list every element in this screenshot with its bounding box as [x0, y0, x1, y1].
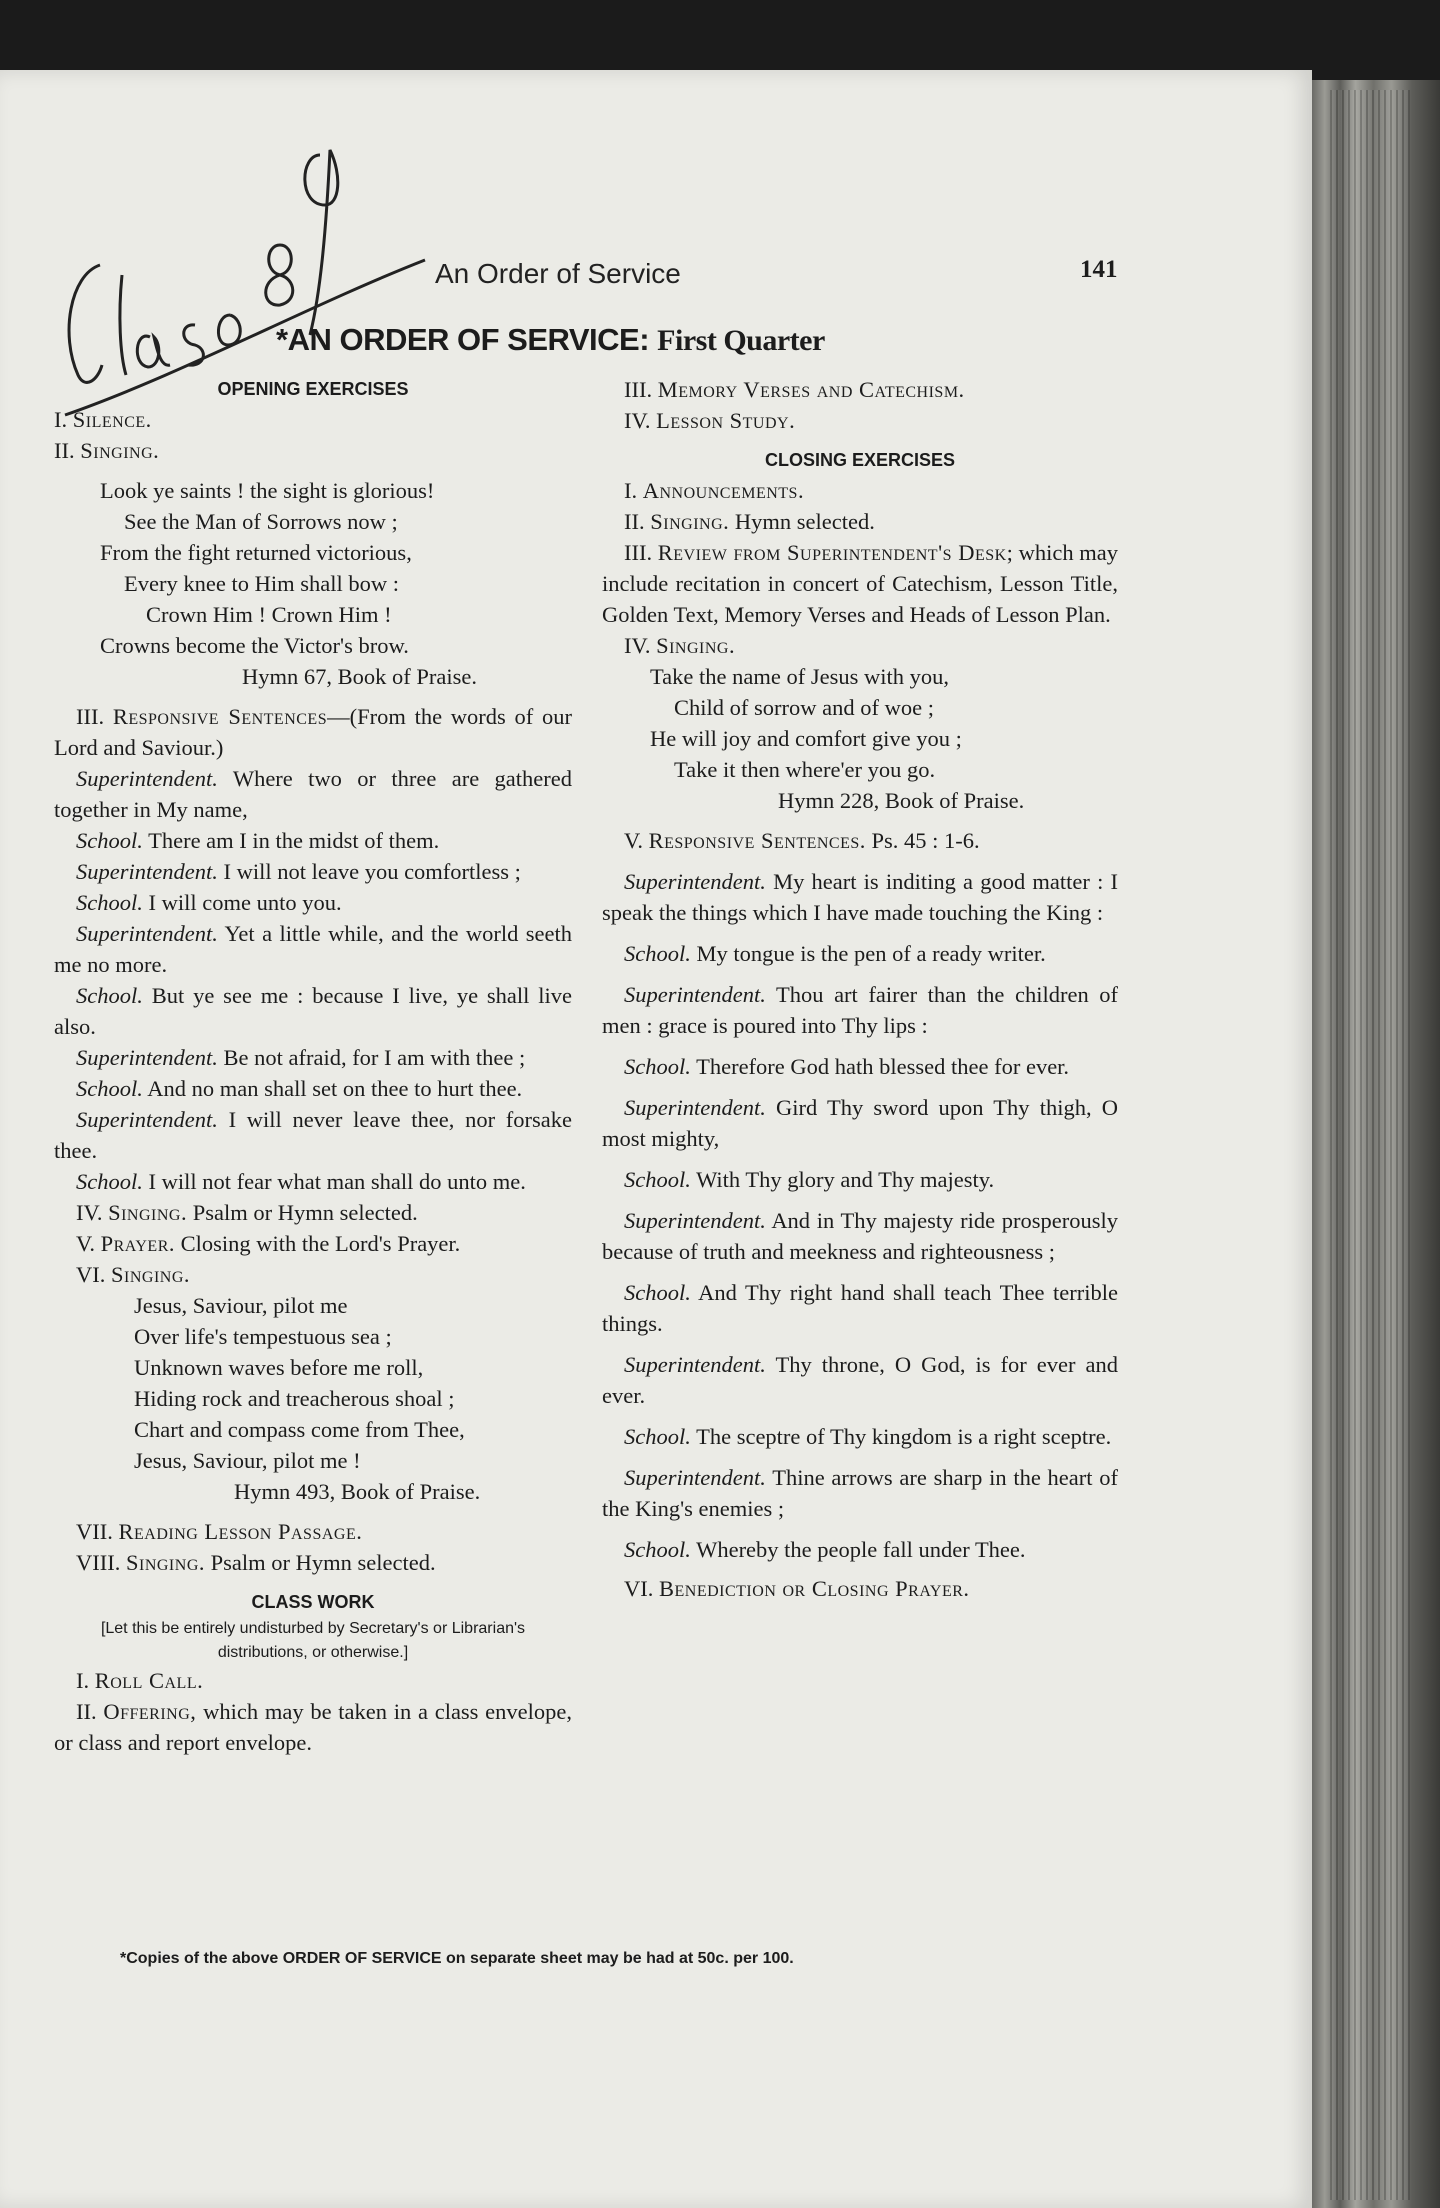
response-line: [602, 1421, 1118, 1452]
item-number: III.: [624, 377, 653, 402]
title-quarter: First Quarter: [657, 324, 825, 357]
item-text: Closing with the Lord's Prayer.: [180, 1231, 461, 1256]
left-responses: [54, 763, 572, 1197]
verse-line: Look ye saints ! the sight is glorious!: [100, 478, 435, 503]
response-role: Superintendent.: [624, 869, 766, 894]
item-number: IV.: [624, 408, 651, 433]
response-text: And in Thy majesty ride prosperously because of truth and meekness and righteousness ;: [602, 1208, 1118, 1264]
response-text: And no man shall set on thee to hurt thee.: [147, 1076, 523, 1101]
verse-line: From the fight returned victorious,: [100, 540, 412, 565]
item-announcements: [602, 475, 1118, 506]
response-text: Therefore God hath blessed thee for ever.: [696, 1054, 1070, 1079]
response-role: School.: [76, 1169, 143, 1194]
item-number: VI.: [624, 1576, 654, 1601]
item-label: Singing.: [108, 1200, 188, 1225]
response-text: Whereby the people fall under Thee.: [696, 1537, 1026, 1562]
verse-line: Jesus, Saviour, pilot me !: [134, 1448, 361, 1473]
item-memory-verses: [602, 374, 1118, 405]
item-label: Review from Superintendent's Desk: [657, 540, 1007, 565]
response-text: Thy throne, O God, is for ever and ever.: [602, 1352, 1118, 1408]
response-role: Superintendent.: [76, 766, 218, 791]
item-number: II.: [54, 438, 75, 463]
response-role: Superintendent.: [624, 982, 766, 1007]
page-edge-lines: [1330, 90, 1410, 2200]
hymn-verse-2: [54, 1290, 572, 1507]
item-prayer: [54, 1228, 572, 1259]
item-label: Benediction or Closing Prayer.: [659, 1576, 970, 1601]
item-label: Prayer.: [100, 1231, 176, 1256]
response-line: [602, 866, 1118, 928]
item-label: Lesson Study.: [656, 408, 796, 433]
response-role: School.: [624, 1167, 691, 1192]
response-line: [602, 938, 1118, 969]
response-line: [54, 887, 572, 918]
response-text: Thine arrows are sharp in the heart of the King's enemies ;: [602, 1465, 1119, 1521]
item-label: Singing.: [656, 633, 736, 658]
response-role: School.: [624, 1280, 691, 1305]
title-main: *AN ORDER OF SERVICE:: [276, 322, 650, 357]
item-label: Roll Call.: [94, 1668, 204, 1693]
item-benediction: [602, 1573, 1118, 1604]
opening-exercises-heading: OPENING EXERCISES: [217, 379, 409, 399]
item-label: Singing.: [125, 1550, 205, 1575]
response-text: Thou art fairer than the children of men : grace is poured into Thy lips :: [602, 982, 1118, 1038]
right-responses: [602, 866, 1118, 1565]
item-review: [602, 537, 1118, 630]
item-number: VII.: [76, 1519, 113, 1544]
response-role: School.: [624, 1424, 691, 1449]
item-number: II.: [76, 1699, 97, 1724]
verse-line: Crowns become the Victor's brow.: [100, 633, 409, 658]
item-text: Hymn selected.: [734, 509, 875, 534]
response-text: Gird Thy sword upon Thy thigh, O most mighty,: [602, 1095, 1118, 1151]
item-number: IV.: [76, 1200, 103, 1225]
item-text: Ps. 45 : 1-6.: [871, 828, 980, 853]
item-label: Singing.: [80, 438, 160, 463]
response-role: Superintendent.: [76, 1045, 218, 1070]
item-reading-lesson: [54, 1516, 572, 1547]
response-role: Superintendent.: [624, 1352, 766, 1377]
response-text: And Thy right hand shall teach Thee terrible things.: [602, 1280, 1119, 1336]
item-number: IV.: [624, 633, 651, 658]
item-label: Silence.: [72, 407, 152, 432]
item-number: I.: [54, 407, 68, 432]
verse-line: Take it then where'er you go.: [674, 757, 936, 782]
response-line: [602, 1349, 1118, 1411]
response-text: Yet a little while, and the world seeth me no more.: [54, 921, 573, 977]
response-line: [602, 1164, 1118, 1195]
item-offering: [54, 1696, 572, 1758]
response-line: [54, 1166, 572, 1197]
closing-exercises-heading: CLOSING EXERCISES: [764, 450, 956, 470]
response-line: [54, 1042, 572, 1073]
item-label: Responsive Sentences: [112, 704, 328, 729]
response-text: My heart is inditing a good matter : I speak the things which I have made touching the King :: [602, 869, 1119, 925]
hymn-reference: Hymn 67, Book of Praise.: [242, 664, 477, 689]
response-role: School.: [76, 890, 143, 915]
verse-line: Crown Him ! Crown Him !: [146, 602, 392, 627]
left-column: [54, 374, 572, 1758]
response-line: [602, 1205, 1118, 1267]
item-singing-3: [54, 1547, 572, 1578]
response-role: Superintendent.: [76, 859, 218, 884]
response-text: I will never leave thee, nor forsake thee.: [54, 1107, 572, 1163]
item-silence: [54, 404, 572, 435]
verse-line: Jesus, Saviour, pilot me: [134, 1293, 348, 1318]
response-line: [54, 918, 572, 980]
running-title: An Order of Service: [435, 258, 681, 289]
item-singing: [54, 435, 572, 466]
verse-line: Take the name of Jesus with you,: [650, 664, 949, 689]
footnote: *Copies of the above ORDER OF SERVICE on separate sheet may be had at 50c. per 100.: [120, 1950, 794, 1967]
response-text: My tongue is the pen of a ready writer.: [696, 941, 1046, 966]
item-label: Memory Verses and Catechism.: [657, 377, 965, 402]
item-number: I.: [76, 1668, 90, 1693]
item-label: Reading Lesson Passage.: [118, 1519, 363, 1544]
verse-line: Child of sorrow and of woe ;: [674, 695, 934, 720]
item-responsive-sentences: [54, 701, 572, 763]
verse-line: See the Man of Sorrows now ;: [124, 509, 398, 534]
verse-line: Every knee to Him shall bow :: [124, 571, 399, 596]
item-label: Singing.: [111, 1262, 191, 1287]
item-singing-psalm: [54, 1197, 572, 1228]
response-role: Superintendent.: [76, 1107, 218, 1132]
response-text: I will not fear what man shall do unto me.: [148, 1169, 526, 1194]
response-text: Be not afraid, for I am with thee ;: [223, 1045, 526, 1070]
item-number: III.: [76, 704, 105, 729]
response-role: Superintendent.: [624, 1208, 766, 1233]
response-role: School.: [76, 828, 143, 853]
hymn-reference: Hymn 228, Book of Praise.: [778, 788, 1025, 813]
response-line: [54, 856, 572, 887]
verse-line: Unknown waves before me roll,: [134, 1355, 424, 1380]
class-work-note: [Let this be entirely undisturbed by Secretary's or Librarian's distributions, or otherwise.]: [100, 1620, 526, 1661]
item-closing-singing: [602, 506, 1118, 537]
item-number: VIII.: [76, 1550, 121, 1575]
response-role: Superintendent.: [624, 1095, 766, 1120]
right-column: [602, 374, 1118, 1604]
hymn-reference: Hymn 493, Book of Praise.: [234, 1479, 481, 1504]
response-line: [602, 1462, 1118, 1524]
class-work-heading: CLASS WORK: [251, 1592, 375, 1612]
item-number: VI.: [76, 1262, 106, 1287]
response-line: [54, 980, 572, 1042]
item-responsive-sentences-2: [602, 825, 1118, 856]
page-title: [276, 322, 825, 358]
response-role: School.: [76, 983, 143, 1008]
response-line: [54, 825, 572, 856]
response-line: [602, 1277, 1118, 1339]
response-text: I will come unto you.: [148, 890, 342, 915]
verse-line: He will joy and comfort give you ;: [650, 726, 962, 751]
response-role: Superintendent.: [76, 921, 218, 946]
response-line: [54, 763, 572, 825]
response-role: School.: [624, 1537, 691, 1562]
item-text: Psalm or Hymn selected.: [210, 1550, 436, 1575]
item-text: —(From the words of our Lord and Saviour.): [54, 704, 572, 760]
item-label: Responsive Sentences.: [648, 828, 866, 853]
response-text: Where two or three are gathered together in My name,: [54, 766, 572, 822]
verse-line: Hiding rock and treacherous shoal ;: [134, 1386, 455, 1411]
item-number: I.: [624, 478, 638, 503]
response-line: [602, 1534, 1118, 1565]
item-text: ; which may include recitation in concert of Catechism, Lesson Title, Golden Text, Memory Verses and Heads of Lesson Plan.: [602, 540, 1118, 627]
verse-line: Over life's tempestuous sea ;: [134, 1324, 392, 1349]
response-text: The sceptre of Thy kingdom is a right sceptre.: [696, 1424, 1112, 1449]
response-text: But ye see me : because I live, ye shall live also.: [54, 983, 573, 1039]
verse-line: Chart and compass come from Thee,: [134, 1417, 465, 1442]
hymn-verse-1: [54, 475, 572, 692]
response-text: With Thy glory and Thy majesty.: [696, 1167, 995, 1192]
response-role: School.: [76, 1076, 143, 1101]
item-lesson-study: [602, 405, 1118, 436]
response-role: Superintendent.: [624, 1465, 766, 1490]
response-line: [602, 1092, 1118, 1154]
item-label: Singing.: [650, 509, 730, 534]
response-role: School.: [624, 1054, 691, 1079]
item-label: Offering,: [103, 1699, 197, 1724]
item-number: III.: [624, 540, 653, 565]
item-number: V.: [76, 1231, 95, 1256]
response-line: [54, 1073, 572, 1104]
page-number: 141: [1080, 256, 1118, 283]
response-line: [54, 1104, 572, 1166]
hymn-verse-3: [602, 661, 1118, 816]
item-label: Announcements.: [642, 478, 805, 503]
item-text: which may be taken in a class envelope, or class and report envelope.: [54, 1699, 573, 1755]
item-number: V.: [624, 828, 643, 853]
response-text: There am I in the midst of them.: [148, 828, 440, 853]
item-number: II.: [624, 509, 645, 534]
item-roll-call: [54, 1665, 572, 1696]
response-line: [602, 1051, 1118, 1082]
item-closing-singing-2: [602, 630, 1118, 661]
item-text: Psalm or Hymn selected.: [192, 1200, 418, 1225]
response-text: I will not leave you comfortless ;: [223, 859, 521, 884]
item-singing-2: [54, 1259, 572, 1290]
response-role: School.: [624, 941, 691, 966]
response-line: [602, 979, 1118, 1041]
